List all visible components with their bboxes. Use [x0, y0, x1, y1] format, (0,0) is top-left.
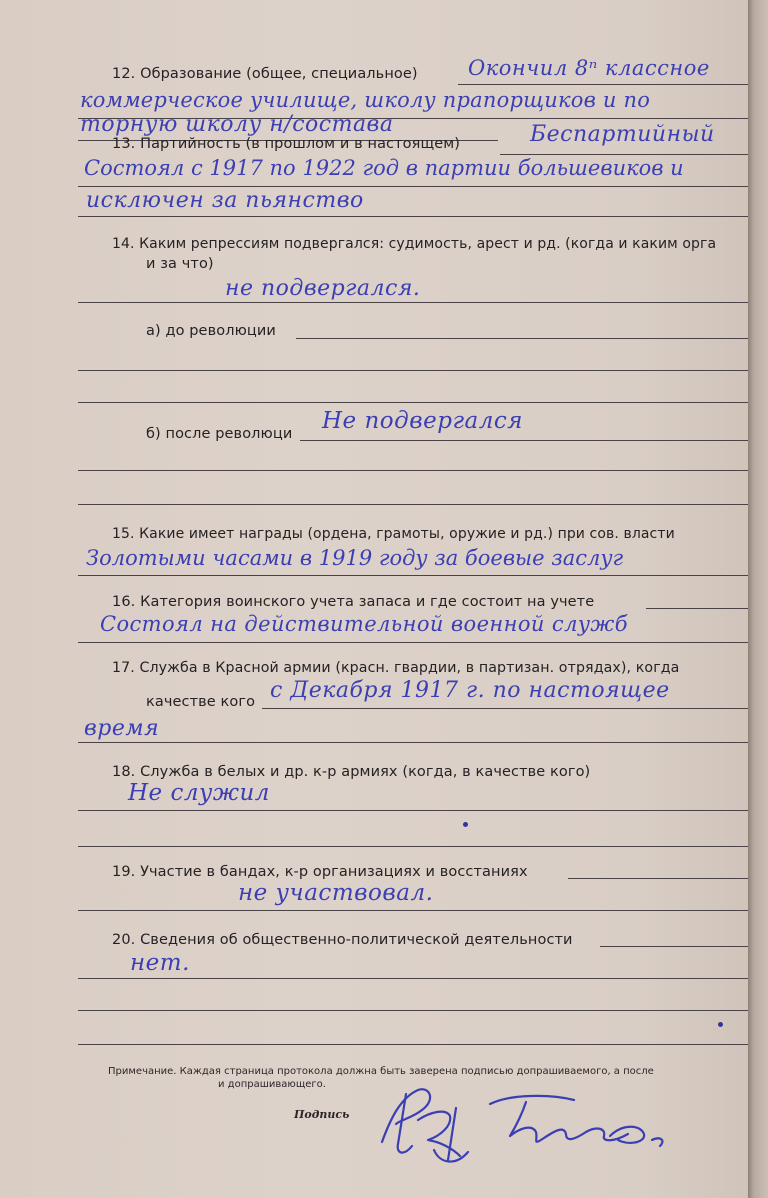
q19-label: 19. Участие в бандах, к-р организациях и восстаниях: [112, 864, 528, 880]
rule: [78, 575, 748, 576]
q18-answer: Не служил: [128, 780, 270, 806]
rule: [78, 810, 748, 811]
q14a-label: а) до революции: [146, 323, 276, 339]
q14b-label: б) после революци: [146, 426, 293, 442]
q12-answer-1: Окончил 8ⁿ классное: [468, 56, 710, 80]
q13-answer-3: исключен за пьянство: [86, 188, 364, 213]
rule: [568, 878, 748, 879]
q12-answer-3: торную школу н/состава: [80, 112, 394, 137]
rule: [78, 370, 748, 371]
q20-answer: нет.: [130, 950, 190, 976]
page-edge-shadow: [748, 0, 768, 1198]
q16-label: 16. Категория воинского учета запаса и где состоит на учете: [112, 594, 595, 610]
q14-answer: не подвергался.: [225, 276, 421, 301]
q15-answer: Золотыми часами в 1919 году за боевые заслуг: [86, 546, 624, 570]
rule: [78, 1044, 748, 1045]
rule: [78, 216, 748, 217]
rule: [500, 154, 748, 155]
rule: [78, 742, 748, 743]
rule: [78, 186, 748, 187]
rule: [646, 608, 748, 609]
q15-label: 15. Какие имеет награды (ордена, грамоты, оружие и рд.) при сов. власти: [112, 526, 675, 542]
q19-answer: не участвовал.: [238, 880, 434, 906]
rule: [78, 470, 748, 471]
q14b-answer: Не подвергался: [322, 408, 524, 434]
rule: [78, 302, 748, 303]
footer-note-line1: Примечание. Каждая страница протокола должна быть заверена подписью допрашиваемого, а после: [108, 1066, 654, 1077]
rule: [78, 910, 748, 911]
q17-answer-2: время: [84, 716, 160, 741]
footer-note-line2: и допрашивающего.: [218, 1079, 326, 1090]
rule: [78, 504, 748, 505]
q13-answer-1: Беспартийный: [530, 122, 715, 147]
q14-label-line1: 14. Каким репрессиям подвергался: судимость, арест и рд. (когда и каким орга: [112, 236, 717, 252]
rule: [78, 642, 748, 643]
q17-label-line1: 17. Служба в Красной армии (красн. гвардии, в партизан. отрядах), когда: [112, 660, 680, 676]
q14-label-line2: и за что): [146, 256, 214, 272]
q18-label: 18. Служба в белых и др. к-р армиях (когда, в качестве кого): [112, 764, 591, 780]
ink-dot: [463, 822, 468, 827]
handwritten-signature: [360, 1080, 690, 1170]
rule: [78, 1010, 748, 1011]
signature-label: Подпись: [294, 1108, 350, 1121]
rule: [78, 978, 748, 979]
rule: [262, 708, 748, 709]
rule: [296, 338, 748, 339]
q16-answer: Состоял на действительной военной служб: [100, 612, 628, 636]
q12-answer-2: коммерческое училище, школу прапорщиков и по: [80, 88, 651, 112]
q12-label: 12. Образование (общее, специальное): [112, 66, 418, 82]
rule: [78, 846, 748, 847]
rule: [300, 440, 748, 441]
rule: [78, 402, 748, 403]
q17-answer-1: с Декабря 1917 г. по настоящее: [270, 678, 670, 703]
rule: [600, 946, 748, 947]
q13-label: 13. Партийность (в прошлом и в настоящем): [112, 136, 461, 152]
ink-dot: [718, 1022, 723, 1027]
q20-label: 20. Сведения об общественно-политической деятельности: [112, 932, 573, 948]
q13-answer-2: Состоял с 1917 по 1922 год в партии большевиков и: [84, 156, 684, 180]
q17-label-line2: качестве кого: [146, 694, 256, 710]
rule: [458, 84, 748, 85]
